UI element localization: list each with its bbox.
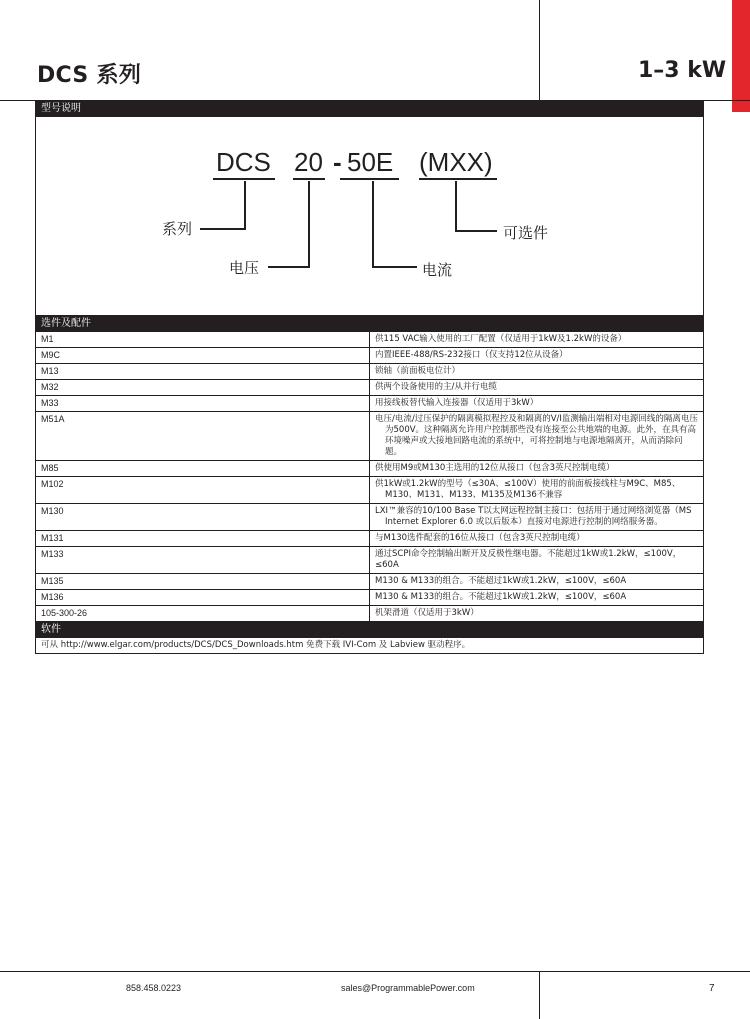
option-code: M51A [36,412,370,461]
software-header-row [36,622,704,638]
option-description: 机架滑道（仅适用于3kW） [370,606,704,622]
options-header-row [36,316,704,332]
table-row [36,412,704,461]
software-title: 软件 [36,622,704,638]
option-code: M85 [36,461,370,477]
option-code: M131 [36,531,370,547]
table-row [36,380,704,396]
section-tab [732,0,750,112]
table-row [36,332,704,348]
option-description: M130 & M133的组合。不能超过1kW或1.2kW，≤100V，≤60A [370,574,704,590]
model-diagram [35,117,704,315]
option-description: 内置IEEE-488/RS-232接口（仅支持12位从设备） [370,348,704,364]
option-code: M102 [36,477,370,504]
table-row [36,574,704,590]
current-label: 电流 [422,261,453,279]
option-description: 供使用M9或M130主选用的12位从接口（包含3英尺控制电缆） [370,461,704,477]
table-row [36,461,704,477]
power-range: 1–3 kW [638,58,727,83]
options-title: 选件及配件 [36,316,704,332]
option-code: M133 [36,547,370,574]
option-code: M33 [36,396,370,412]
option-description: 供115 VAC输入使用的工厂配置（仅适用于1kW及1.2kW的设备） [370,332,704,348]
footer-divider [539,971,540,1019]
option-code: 105-300-26 [36,606,370,622]
option-description: 用接线板替代输入连接器（仅适用于3kW） [370,396,704,412]
option-description: 通过SCPI命令控制输出断开及反极性继电器。不能超过1kW或1.2kW，≤100V，≤60A [370,547,704,574]
footer-phone: 858.458.0223 [126,983,182,993]
model-current-code: 50E [347,147,394,177]
table-row [36,504,704,531]
model-separator: - [333,147,342,177]
option-description: 供两个设备使用的主/从并行电缆 [370,380,704,396]
voltage-label: 电压 [229,259,260,277]
options-table-container [35,315,704,654]
table-row [36,590,704,606]
table-row [36,477,704,504]
model-explanation-title: 型号说明 [35,101,704,117]
option-code: M1 [36,332,370,348]
table-row [36,364,704,380]
option-description: M130 & M133的组合。不能超过1kW或1.2kW，≤100V，≤60A [370,590,704,606]
option-code: M13 [36,364,370,380]
option-code: M32 [36,380,370,396]
software-row [36,638,704,654]
footer-email: sales@ProgrammablePower.com [341,983,475,993]
option-code: M135 [36,574,370,590]
table-row [36,531,704,547]
model-series-code: DCS [216,147,271,177]
option-code: M9C [36,348,370,364]
option-code: M136 [36,590,370,606]
model-options-code: (MXX) [419,147,493,177]
model-explanation-header [35,101,704,117]
model-voltage-code: 20 [294,147,323,177]
series-label: 系列 [162,220,193,238]
option-description: 与M130选件配套的16位从接口（包含3英尺控制电缆） [370,531,704,547]
table-row [36,348,704,364]
option-description: 锁轴（前面板电位计） [370,364,704,380]
series-title: DCS 系列 [37,63,142,88]
header-divider [539,0,540,101]
option-description: 供1kW或1.2kW的型号（≤30A、≤100V）使用的前面板接线柱与M9C、M85、M130、M131、M133、M135及M136不兼容 [370,477,704,504]
table-row [36,396,704,412]
page-number: 7 [709,983,715,994]
footer-rule [0,971,750,972]
option-code: M130 [36,504,370,531]
table-row [36,547,704,574]
software-text: 可从 http://www.elgar.com/products/DCS/DCS_Downloads.htm 免费下载 IVI-Com 及 Labview 驱动程序。 [36,638,704,654]
option-description: 电压/电流/过压保护的隔离模拟程控及和隔离的V/I监测输出端相对电源回线的隔离电压为500V。这种隔离允许用户控制那些没有连接至公共地端的电源。此外，在具有高环境噪声或大接地回路电流的系统中，可将控制地与电源地隔离开，从而消除问题。 [370,412,704,461]
options-label: 可选件 [503,224,549,242]
table-row [36,606,704,622]
option-description: LXI™兼容的10/100 Base T以太网远程控制主接口：包括用于通过网络浏览器（MS Internet Explorer 6.0 或以后版本）直接对电源进行控制的网络服务器。 [370,504,704,531]
options-table [35,315,704,654]
